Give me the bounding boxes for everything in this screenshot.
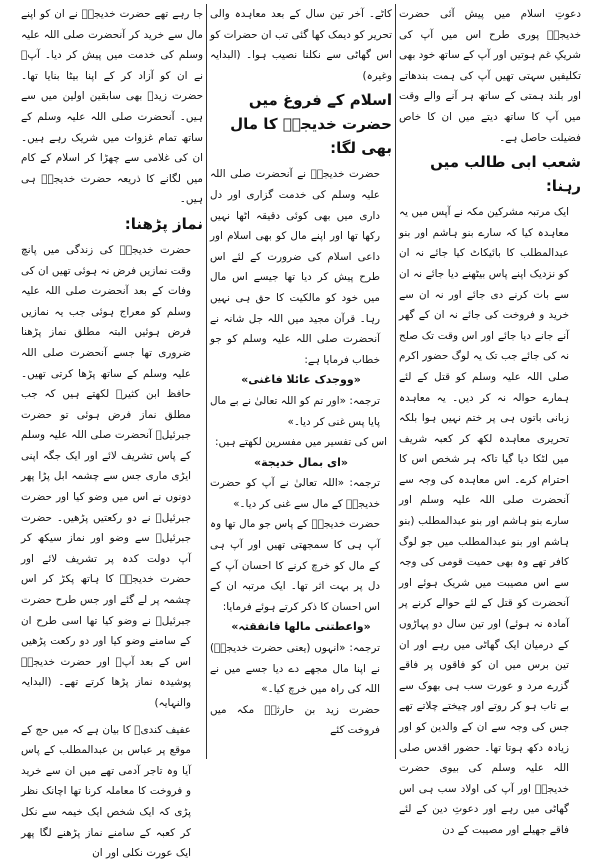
- section-heading: اسلام کے فروغ میں حضرت خدیجہؓ کا مال بھی لگا:: [230, 91, 392, 158]
- column-left: [18, 4, 206, 860]
- paragraph: حضرت خدیجہؓ کے پاس جو مال تھا وہ آپ ہی کا سمجھتی تھیں اور آپ ہی کے مال کو خرچ کرنے کا احسان آپ کے دل پر بہت اثر تھا۔ ایک مرتبہ ان کے اس احسان کا ذکر کرتے ہوئے فرمایا:: [210, 518, 380, 613]
- paragraph: عفیف کندیؓ کا بیان ہے کہ میں حج کے موقع پر عباس بن عبدالمطلب کے پاس آیا وہ تاجر آدمی تھے میں ان سے خرید و فروخت کا معاملہ کرنا تھا اچانک نظر پڑی کہ ایک شخص ایک خیمہ سے نکل کر کعبہ کے سامنے نماز پڑھنے لگا پھر ایک عورت نکلی اور ان: [21, 723, 191, 860]
- paragraph: اس کی تفسیر میں مفسرین لکھتے ہیں:: [214, 436, 388, 449]
- section-heading: نماز پڑھنا:: [124, 214, 203, 233]
- column-right: [396, 4, 584, 836]
- paragraph: حضرت خدیجہؓ کی زندگی میں پانچ وقت نمازیں فرض نہ ہوئی تھیں ان کی وفات کے بعد آنحضرت صلی اللہ علیہ وسلم کو معراج ہوئی جب یہ نمازیں فرض ہوئیں البتہ مطلق نماز پڑھنا ضروری تھا جسے آنحضرت صلی اللہ علیہ وسلم کے ساتھ پڑھا کرتی تھیں۔ حافظ ابن کثیرؒ لکھتے ہیں کہ جب مطلق نماز فرض ہوئی تو حضرت جبرئیلؑ آنحضرت صلی اللہ علیہ وسلم کے پاس تشریف لائے اور ایک جگہ اپنی ایڑی ماری جس سے چشمہ ابل پڑا پھر دونوں نے اس میں وضو کیا اور حضرت جبرئیلؑ نے دو رکعتیں پڑھیں۔ حضرت جبرئیلؑ سے وضو اور نماز سیکھ کر آپ دولت کدہ پر تشریف لائے اور حضرت خدیجہؓ کا ہاتھ پکڑ کر اس چشمہ پر لے گئے اور جس طرح حضرت جبرئیلؑ نے وضو کیا تھا اسی طرح ان کے سامنے وضو کیا اور دو رکعت پڑھیں اس کے بعد آپؐ اور حضرت خدیجہؓ پوشیدہ نماز پڑھا کرتے تھے۔ (البدایہ والنہایہ): [21, 243, 191, 709]
- document-page: [6, 4, 584, 860]
- section-heading: شعب ابی طالب میں رہنا:: [430, 153, 581, 196]
- translation: ترجمہ: «انہوں (یعنی حضرت خدیجہؓ) نے اپنا مال مجھے دے دیا جسے میں نے اللہ کی راہ میں خرچ کیا۔»: [210, 642, 380, 696]
- paragraph: حضرت زید بن حارثہؓ مکہ میں فروخت کئے: [210, 703, 380, 737]
- paragraph: کاٹے۔ آخر تین سال کے بعد معاہدہ والی تحریر کو دیمک کھا گئی تب ان حضرات کو اس گھاٹی سے نکلنا نصیب ہوا۔ (البدایہ وغیرہ): [210, 8, 392, 82]
- column-divider: [395, 4, 396, 759]
- paragraph: دعوتِ اسلام میں پیش آئی حضرت خدیجہؓ پوری طرح اس میں آپ کی شریکِ غم ہوتیں اور آپ کے ساتھ خود بھی تکلیفیں سہتی تھیں آپ کی ہمت بندھاتے اور بلند ہمتی کے ساتھ ہر آنے والے وقت میں آپ کا ساتھ دیتے میں ان کا خاص فضیلت حاصل ہے۔: [399, 8, 581, 144]
- quran-verse: «ووجدک عائلا فاغنی»: [241, 373, 361, 387]
- paragraph: ایک مرتبہ مشرکین مکہ نے آپس میں یہ معاہدہ کیا کہ سارے بنو ہاشم اور بنو عبدالمطلب کا بائیکاٹ کیا جائے نہ ان کو نزدیک اپنے پاس بیٹھنے دیا جائے نہ ان سے بات کرنے دی جائے اور نہ ان سے خرید و فروخت کی جائے نہ ان کے گھر آنے جانے دیا جائے اور اس وقت تک صلح نہ کی جائے جب تک یہ لوگ حضور اکرم صلی اللہ علیہ وسلم کو قتل کے لئے ہمارے حوالہ نہ کر دیں۔ یہ معاہدہ زبانی باتوں ہی پر ختم نہیں ہوا بلکہ تحریری معاہدہ لکھ کر کعبہ شریف میں لٹکا دیا گیا تاکہ ہر شخص اس کا احترام کرے۔ اس معاہدہ کی وجہ سے آنحضرت صلی اللہ علیہ وسلم اور سارے بنو ہاشم اور بنو عبدالمطلب (بنو ہاشم اور بنو عبدالمطلب میں جو لوگ کافر تھے وہ بھی حمیت قومی کی وجہ سے اس مصیبت میں شریک ہوئے اور آنحضرت کو قتل کے لئے حوالے کرنے پر آمادہ نہ ہوئے) اور تین سال دو پہاڑوں کے درمیان ایک گھاٹی میں رہے اور ان تین برس میں ان کو فاقوں پر فاقے گزرے مرد و عورت سب ہی بھوک سے بے تاب ہو کر روتے اور چیختے چلاتے تھے جس کی وجہ سے ان کے والدین کو اور زیادہ دکھ ہوتا تھا۔ حضور اقدس صلی اللہ علیہ وسلم کی بیوی حضرت خدیجہؓ اور آپ کی اولاد سب ہی اس گھاٹی میں رہے اور دعوتِ دین کے لئے فاقے جھیلے اور مصیبت کے دن: [399, 206, 569, 836]
- hadith-quote: «واعطتنی مالھا فانفقتہ»: [231, 620, 371, 634]
- paragraph: جا رہے تھے حضرت خدیجہؓ نے ان کو اپنے مال سے خرید کر آنحضرت صلی اللہ علیہ وسلم کی خدمت میں پیش کر دیا۔ آپؐ نے ان کو آزاد کر کے اپنا بیٹا بنایا تھا۔ حضرت زیدؓ بھی سابقین اولین میں سے ہیں۔ آنحضرت صلی اللہ علیہ وسلم کے ساتھ تمام غزوات میں شریک رہے ہیں۔ ان کی غلامی سے چھڑا کر اسلام کے کام میں لگانے کا ذریعہ حضرت خدیجہؓ ہی ہیں۔: [21, 8, 203, 206]
- column-divider: [206, 4, 207, 759]
- quran-verse: «ای بمال خدیجة»: [254, 455, 348, 469]
- translation: ترجمہ: «اللہ تعالیٰ نے آپ کو حضرت خدیجہؓ کے مال سے غنی کر دیا۔»: [210, 477, 380, 510]
- paragraph: حضرت خدیجہؓ نے آنحضرت صلی اللہ علیہ وسلم کی خدمت گزاری اور دل داری میں بھی کوئی دقیقہ اٹھا نہیں رکھا تھا اور اپنے مال کو بھی اسلام اور داعی اسلام کی ضرورت کے لئے اس طرح پیش کر دیا تھا جیسے اس مال میں خود کو مالکیت کا حق ہی نہیں رہا۔ قرآن مجید میں اللہ جل شانہ نے آنحضرت صلی اللہ علیہ وسلم کو جو خطاب فرمایا ہے:: [210, 168, 380, 366]
- translation: ترجمہ: «اور تم کو اللہ تعالیٰ نے بے مال پایا پس غنی کر دیا۔»: [210, 394, 380, 428]
- column-middle: [207, 4, 395, 759]
